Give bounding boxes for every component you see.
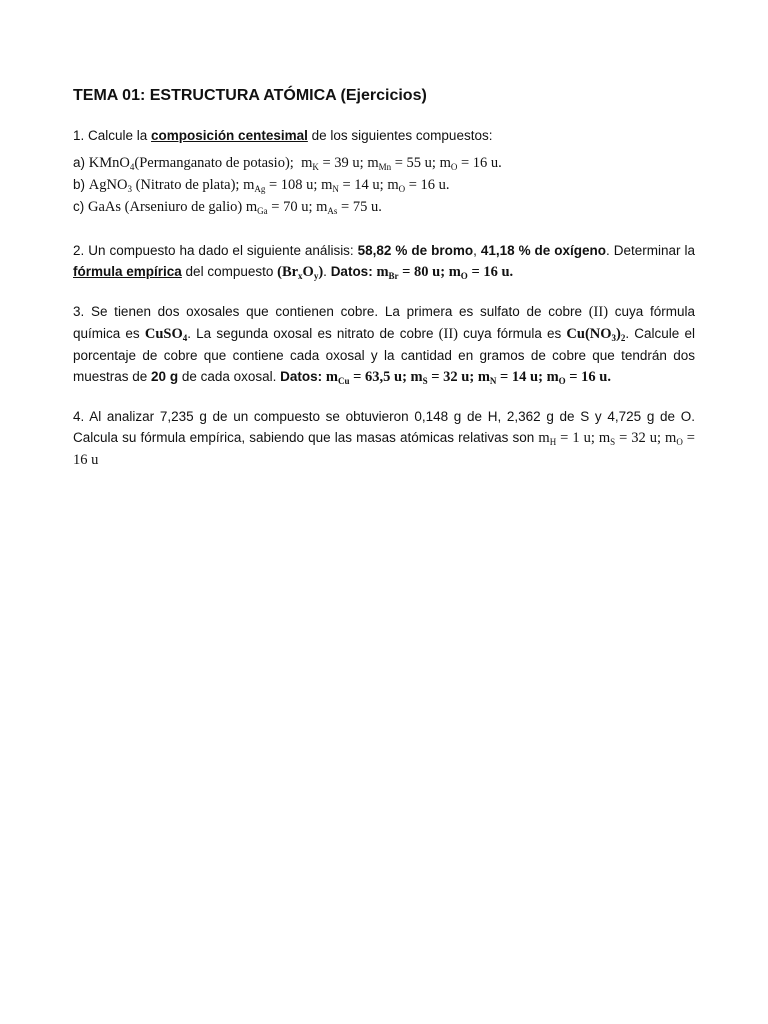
document-content <box>73 84 695 471</box>
exercise-1-item-a: a) KMnO$_4$(Permanganato de potasio); $m_K = 39$ u; $m_{Mn} = 55$ u; $m_O = 16$ u. <box>73 155 502 172</box>
exercise-2: 2. Un compuesto ha dado el siguiente análisis: 58,82 % de bromo, 41,18 % de oxígeno. Determinar la fórmula empírica del compuesto $(Br_xO_y)$. Datos: $m_{Br} = 80$ u; $m_O = 16$ u. <box>73 243 695 281</box>
key-term-formula-empirica: fórmula empírica <box>73 264 182 279</box>
exercise-1-item-b: b) AgNO$_3$ (Nitrato de plata); $m_{Ag} = 108$ u; $m_N = 14$ u; $m_O = 16$ u. <box>73 177 450 194</box>
exercise-4: 4. Al analizar 7,235 g de un compuesto se obtuvieron 0,148 g de H, 2,362 g de S y 4,725 g de O. Calcula su fórmula empírica, sabiendo que las masas atómicas relativas son $m_H = 1$ u; $m_S = 32$ u; $m_O = 16$ u <box>73 409 695 468</box>
page-title: TEMA 01: ESTRUCTURA ATÓMICA (Ejercicios) <box>73 87 427 104</box>
exercise-1-item-c: c) GaAs (Arseniuro de galio) $m_{Ga} = 70$ u; $m_{As} = 75$ u. <box>73 199 382 216</box>
exercise-3: 3. Se tienen dos oxosales que contienen cobre. La primera es sulfato de cobre (II) cuya fórmula química es CuSO$_4$. La segunda oxosal es nitrato de cobre (II) cuya fórmula es $Cu(NO_3)_2$. Calcule el porcentaje de cobre que contiene cada oxosal y la cantidad en gramos de cobre que tendrán dos muestras de 20 g de cada oxosal. Datos: $m_{Cu} = 63,5$ u; $m_S = 32$ u; $m_N = 14$ u; $m_O = 16$ u. <box>73 304 695 386</box>
exercise-1-intro: 1. Calcule la composición centesimal de los siguientes compuestos: <box>73 128 493 143</box>
key-term-composicion: composición centesimal <box>151 128 308 143</box>
